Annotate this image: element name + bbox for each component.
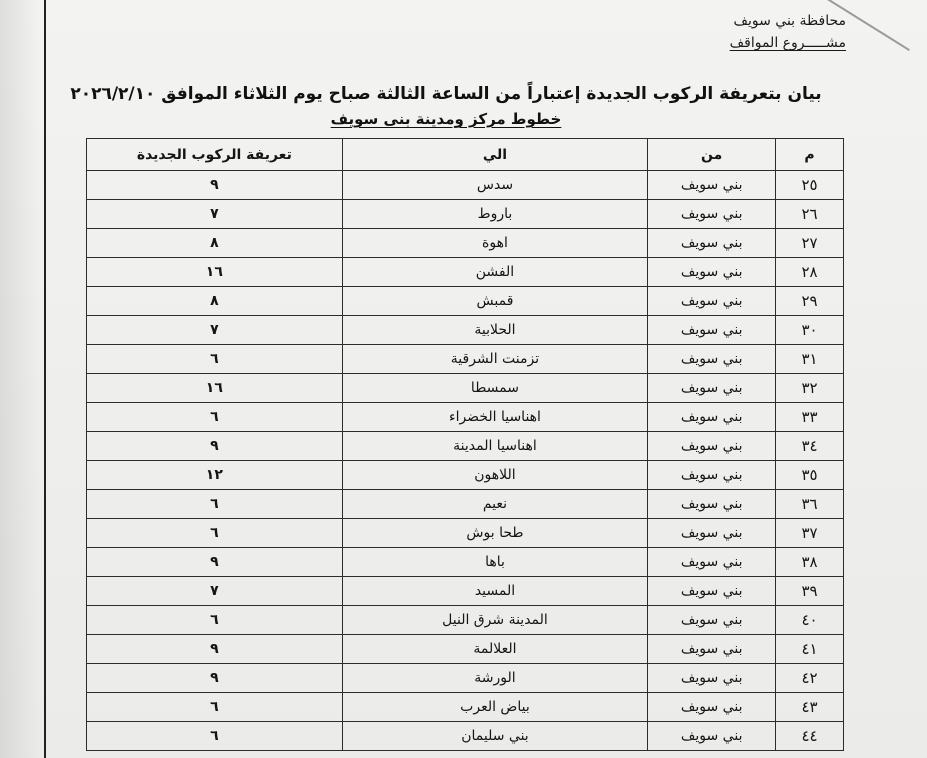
- cell-to: باها: [342, 548, 648, 577]
- cell-index: ٣٦: [776, 490, 844, 519]
- cell-index: ٣٣: [776, 403, 844, 432]
- table-row: [87, 200, 844, 229]
- document-title: بيان بتعريفة الركوب الجديدة إعتباراً من الساعة الثالثة صباح يوم الثلاثاء الموافق ٢٠٢٦/٢/١٠: [70, 84, 822, 104]
- cell-fare: ٩: [87, 635, 343, 664]
- cell-index: ٢٥: [776, 171, 844, 200]
- cell-to: المدينة شرق النيل: [342, 606, 648, 635]
- cell-index: ٣٢: [776, 374, 844, 403]
- cell-to: طحا بوش: [342, 519, 648, 548]
- cell-index: ٢٨: [776, 258, 844, 287]
- cell-fare: ٦: [87, 345, 343, 374]
- cell-fare: ٩: [87, 548, 343, 577]
- cell-to: تزمنت الشرقية: [342, 345, 648, 374]
- cell-index: ٤٠: [776, 606, 844, 635]
- cell-to: بني سليمان: [342, 722, 648, 751]
- cell-index: ٤١: [776, 635, 844, 664]
- cell-from: بني سويف: [648, 316, 776, 345]
- cell-fare: ٦: [87, 722, 343, 751]
- cell-index: ٤٣: [776, 693, 844, 722]
- table-row: [87, 519, 844, 548]
- governorate-label: محافظة بني سويف: [733, 13, 846, 29]
- cell-index: ٣٥: [776, 461, 844, 490]
- cell-from: بني سويف: [648, 606, 776, 635]
- cell-from: بني سويف: [648, 229, 776, 258]
- document-page: [44, 0, 846, 758]
- cell-to: الحلابية: [342, 316, 648, 345]
- cell-fare: ٨: [87, 229, 343, 258]
- cell-from: بني سويف: [648, 171, 776, 200]
- cell-fare: ٨: [87, 287, 343, 316]
- cell-index: ٢٦: [776, 200, 844, 229]
- cell-index: ٣٧: [776, 519, 844, 548]
- cell-to: العلالمة: [342, 635, 648, 664]
- cell-index: ٢٩: [776, 287, 844, 316]
- cell-from: بني سويف: [648, 490, 776, 519]
- table-row: [87, 664, 844, 693]
- cell-to: قمبش: [342, 287, 648, 316]
- fares-table: [86, 138, 844, 751]
- table-row: [87, 722, 844, 751]
- cell-to: اهناسيا المدينة: [342, 432, 648, 461]
- document-subtitle: [46, 108, 846, 130]
- cell-fare: ٩: [87, 432, 343, 461]
- cell-fare: ٦: [87, 490, 343, 519]
- cell-fare: ٦: [87, 606, 343, 635]
- cell-index: ٣١: [776, 345, 844, 374]
- table-row: [87, 403, 844, 432]
- cell-to: نعيم: [342, 490, 648, 519]
- cell-to: اللاهون: [342, 461, 648, 490]
- cell-from: بني سويف: [648, 664, 776, 693]
- cell-from: بني سويف: [648, 287, 776, 316]
- cell-index: ٣٠: [776, 316, 844, 345]
- cell-to: اهوة: [342, 229, 648, 258]
- cell-index: ٣٩: [776, 577, 844, 606]
- cell-index: ٣٨: [776, 548, 844, 577]
- table-row: [87, 490, 844, 519]
- table-row: [87, 287, 844, 316]
- table-header-row: [87, 139, 844, 171]
- cell-to: الفشن: [342, 258, 648, 287]
- cell-from: بني سويف: [648, 461, 776, 490]
- cell-from: بني سويف: [648, 200, 776, 229]
- cell-to: المسيد: [342, 577, 648, 606]
- cell-fare: ٦: [87, 403, 343, 432]
- column-header-to: الي: [342, 139, 648, 171]
- document-subtitle-text: خطوط مركز ومدينة بنى سويف: [330, 110, 562, 128]
- table-row: [87, 432, 844, 461]
- table-row: [87, 374, 844, 403]
- table-row: [87, 548, 844, 577]
- table-row: [87, 258, 844, 287]
- cell-from: بني سويف: [648, 432, 776, 461]
- cell-from: بني سويف: [648, 577, 776, 606]
- column-header-index: م: [776, 139, 844, 171]
- table-row: [87, 606, 844, 635]
- cell-from: بني سويف: [648, 519, 776, 548]
- cell-from: بني سويف: [648, 258, 776, 287]
- cell-fare: ٧: [87, 200, 343, 229]
- cell-fare: ٧: [87, 577, 343, 606]
- cell-from: بني سويف: [648, 635, 776, 664]
- table-row: [87, 577, 844, 606]
- table-row: [87, 229, 844, 258]
- cell-fare: ٦: [87, 519, 343, 548]
- table-body: [87, 171, 844, 751]
- cell-to: بياض العرب: [342, 693, 648, 722]
- cell-from: بني سويف: [648, 374, 776, 403]
- table-row: [87, 461, 844, 490]
- cell-from: بني سويف: [648, 548, 776, 577]
- table-row: [87, 345, 844, 374]
- column-header-fare: تعريفة الركوب الجديدة: [87, 139, 343, 171]
- cell-from: بني سويف: [648, 693, 776, 722]
- cell-to: سدس: [342, 171, 648, 200]
- table-row: [87, 635, 844, 664]
- cell-from: بني سويف: [648, 403, 776, 432]
- cell-to: سمسطا: [342, 374, 648, 403]
- cell-from: بني سويف: [648, 722, 776, 751]
- cell-fare: ٧: [87, 316, 343, 345]
- cell-fare: ١٦: [87, 258, 343, 287]
- cell-fare: ١٦: [87, 374, 343, 403]
- cell-index: ٣٤: [776, 432, 844, 461]
- cell-to: باروط: [342, 200, 648, 229]
- cell-index: ٢٧: [776, 229, 844, 258]
- cell-fare: ١٢: [87, 461, 343, 490]
- page-shadow: [0, 0, 40, 758]
- cell-to: اهناسيا الخضراء: [342, 403, 648, 432]
- cell-to: الورشة: [342, 664, 648, 693]
- cell-index: ٤٢: [776, 664, 844, 693]
- cell-fare: ٩: [87, 171, 343, 200]
- table-row: [87, 693, 844, 722]
- project-label: مشـــــروع المواقف: [729, 35, 846, 51]
- table-row: [87, 316, 844, 345]
- cell-fare: ٩: [87, 664, 343, 693]
- column-header-from: من: [648, 139, 776, 171]
- cell-from: بني سويف: [648, 345, 776, 374]
- cell-fare: ٦: [87, 693, 343, 722]
- table-row: [87, 171, 844, 200]
- cell-index: ٤٤: [776, 722, 844, 751]
- document-header: [730, 10, 846, 54]
